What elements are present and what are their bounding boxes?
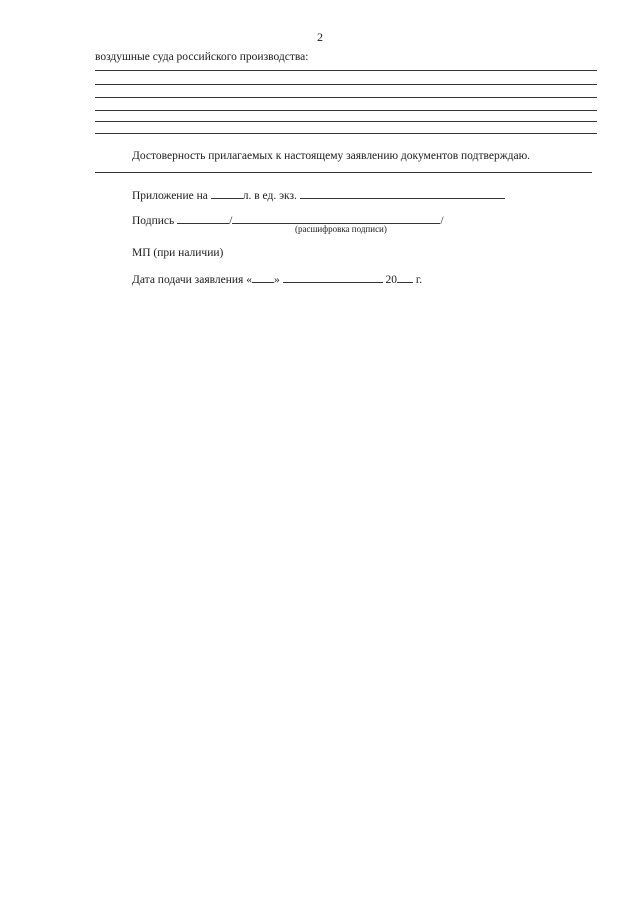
attachment-prefix: Приложение на — [132, 190, 208, 202]
blank-line-5 — [95, 121, 597, 122]
date-day-field[interactable] — [252, 272, 274, 283]
date-label: Дата подачи заявления « — [132, 274, 252, 286]
signature-line — [132, 213, 444, 228]
attachment-middle: л. в ед. экз. — [242, 190, 297, 202]
date-line — [132, 272, 422, 287]
blank-line-1 — [95, 70, 597, 71]
date-month-field[interactable] — [283, 272, 383, 283]
date-quote-close: » — [273, 274, 280, 286]
blank-line-6 — [95, 133, 597, 134]
signature-slash: / — [229, 215, 233, 227]
attachment-line — [132, 188, 505, 203]
signature-caption: (расшифровка подписи) — [295, 224, 387, 234]
signature-label: Подпись — [132, 215, 175, 227]
blank-line-3 — [95, 97, 597, 98]
date-year-prefix: 20 — [385, 274, 397, 286]
signature-slash-end: / — [440, 215, 444, 227]
attachment-pages-field[interactable] — [211, 188, 243, 199]
confirmation-line — [95, 172, 592, 173]
intro-text: воздушные суда российского производства: — [95, 51, 309, 63]
page-number: 2 — [317, 30, 323, 44]
signature-decoding-field[interactable] — [232, 213, 440, 224]
blank-line-2 — [95, 84, 597, 85]
signature-field[interactable] — [177, 213, 229, 224]
stamp-text: МП (при наличии) — [132, 247, 224, 259]
attachment-copies-field[interactable] — [300, 188, 505, 199]
date-year-field[interactable] — [397, 272, 413, 283]
date-suffix: г. — [415, 274, 423, 286]
confirmation-text: Достоверность прилагаемых к настоящему заявлению документов подтверждаю. — [132, 150, 531, 162]
blank-line-4 — [95, 110, 597, 111]
